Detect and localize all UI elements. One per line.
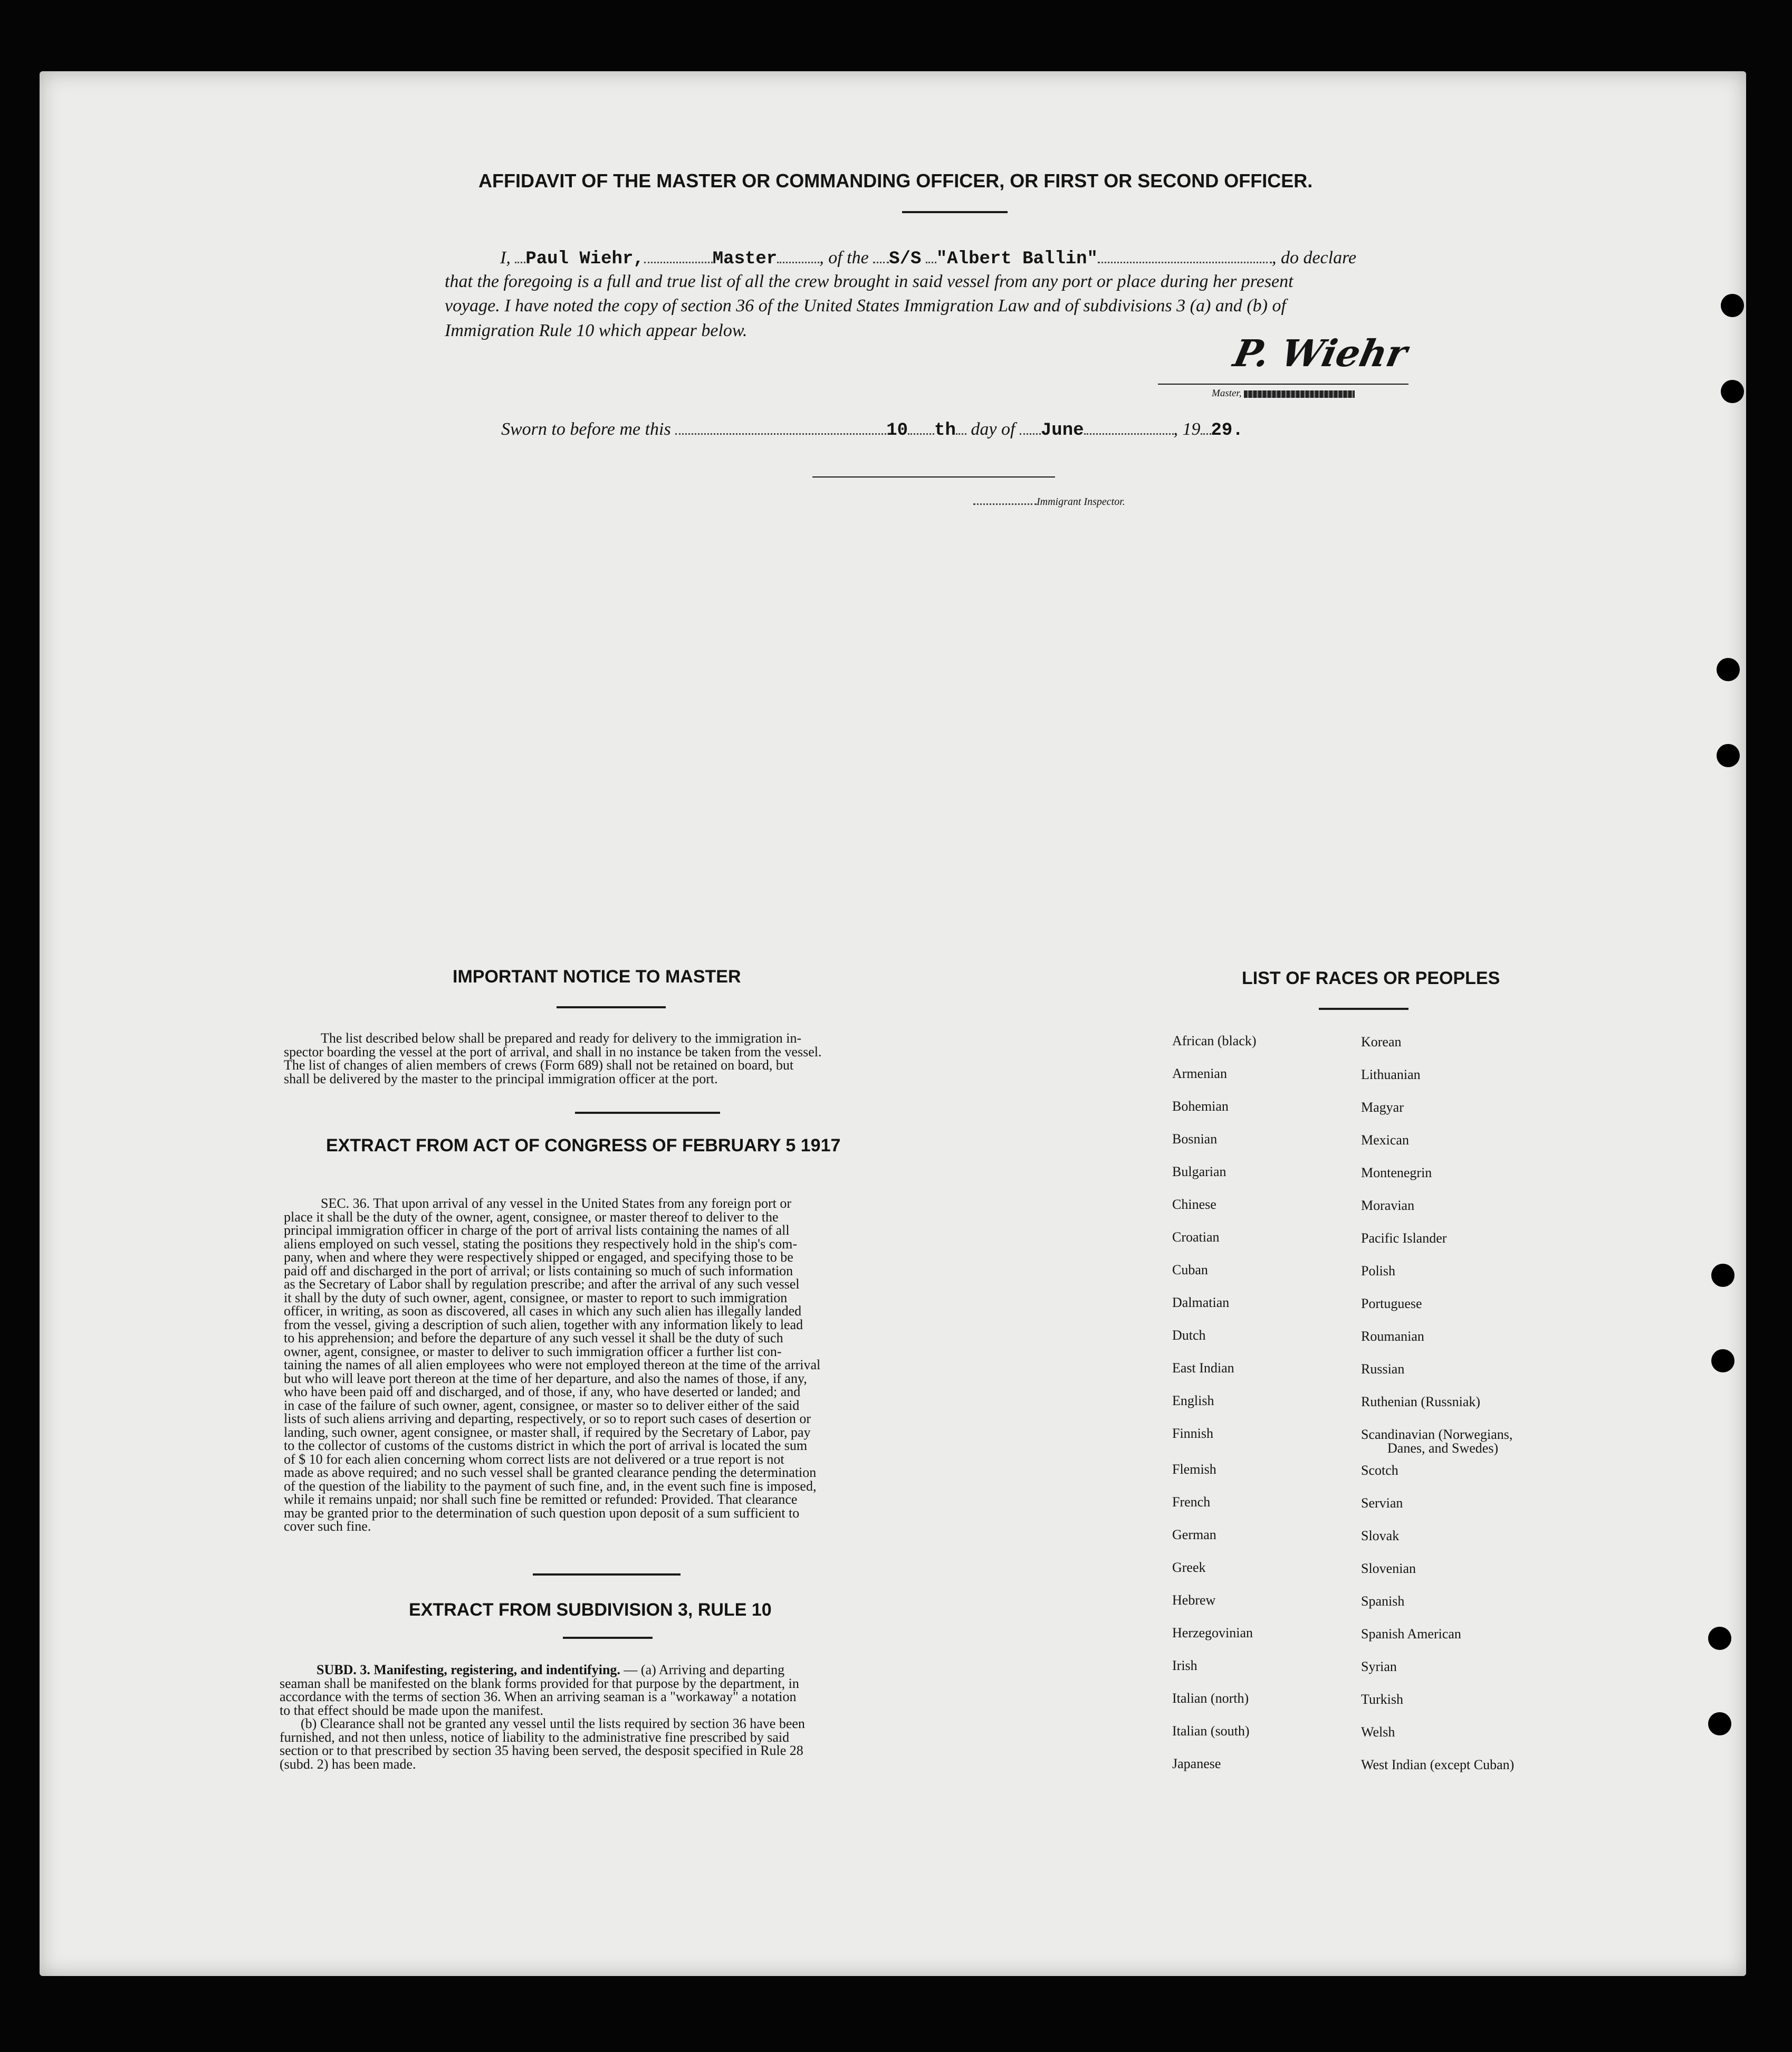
- rule10-label: SUBD. 3. Manifesting, registering, and indentifying.: [317, 1662, 620, 1677]
- race-item: Spanish American: [1361, 1626, 1461, 1641]
- inspector-caption: Immigrant Inspector.: [973, 496, 1125, 508]
- race-item: Chinese: [1172, 1197, 1216, 1212]
- race-item: Welsh: [1361, 1724, 1395, 1740]
- punch-hole: [1721, 380, 1744, 403]
- year-prefix: , 19: [1173, 419, 1201, 439]
- race-item: West Indian (except Cuban): [1361, 1757, 1515, 1772]
- race-item: Dutch: [1172, 1328, 1206, 1343]
- race-item: Hebrew: [1172, 1592, 1216, 1608]
- divider: [902, 211, 1008, 213]
- affidavit-line-1: [500, 248, 1356, 269]
- race-item: Armenian: [1172, 1066, 1227, 1081]
- rule10-title: EXTRACT FROM SUBDIVISION 3, RULE 10: [409, 1600, 772, 1620]
- race-item: Dalmatian: [1172, 1295, 1230, 1310]
- punch-hole: [1711, 1349, 1734, 1372]
- race-item: English: [1172, 1393, 1214, 1408]
- master-name: Paul Wiehr,: [525, 249, 644, 269]
- rank: Master: [712, 249, 778, 269]
- sworn-month: June: [1040, 421, 1084, 441]
- race-item: Herzegovinian: [1172, 1625, 1253, 1640]
- sworn-day: 10: [886, 421, 908, 441]
- divider: [563, 1637, 653, 1639]
- race-item: Korean: [1361, 1034, 1402, 1049]
- punch-hole: [1721, 294, 1744, 317]
- divider: [1319, 1008, 1408, 1010]
- affidavit-title: AFFIDAVIT OF THE MASTER OR COMMANDING OFFICER, OR FIRST OR SECOND OFFICER.: [478, 170, 1313, 192]
- notice-title: IMPORTANT NOTICE TO MASTER: [453, 967, 741, 987]
- race-item: Moravian: [1361, 1198, 1415, 1213]
- sworn-day-suffix: th: [934, 421, 956, 441]
- race-item: Lithuanian: [1361, 1067, 1421, 1082]
- signature: P. Wiehr: [1230, 331, 1411, 375]
- do-declare: , do declare: [1271, 248, 1357, 268]
- race-item: Ruthenian (Russniak): [1361, 1394, 1481, 1409]
- race-item: Italian (south): [1172, 1723, 1250, 1739]
- signature-caption: Master,: [1212, 388, 1355, 399]
- affidavit-line-4: Immigration Rule 10 which appear below.: [445, 321, 748, 340]
- races-title: LIST OF RACES OR PEOPLES: [1242, 968, 1500, 988]
- race-item: Flemish: [1172, 1462, 1216, 1477]
- year-suffix: 29.: [1211, 421, 1243, 441]
- race-item: Japanese: [1172, 1756, 1221, 1771]
- race-item: Slovak: [1361, 1528, 1400, 1543]
- race-item: Bosnian: [1172, 1131, 1218, 1147]
- sworn-line: Sworn to before me this 10 th day of June , 19 29.: [501, 419, 1243, 441]
- notice-line: shall be delivered by the master to the principal immigration officer at the port.: [284, 1071, 718, 1086]
- race-item: Mexican: [1361, 1132, 1409, 1148]
- race-item: Slovenian: [1361, 1561, 1416, 1576]
- race-item: Bulgarian: [1172, 1164, 1226, 1179]
- race-item: Greek: [1172, 1560, 1206, 1575]
- divider: [533, 1573, 681, 1576]
- race-item: Syrian: [1361, 1659, 1397, 1674]
- race-item: Spanish: [1361, 1593, 1405, 1609]
- race-item: Scotch: [1361, 1463, 1398, 1478]
- race-item: Irish: [1172, 1658, 1197, 1673]
- act-title: EXTRACT FROM ACT OF CONGRESS OF FEBRUARY 5 1917: [326, 1135, 841, 1156]
- punch-hole: [1708, 1627, 1731, 1650]
- notice-text: [284, 1032, 938, 1085]
- rule10-text: SUBD. 3. Manifesting, registering, and indentifying. — (a) Arriving and departing seaman shall be manifested on the blank forms provided for that purpose by the department, in accordance with the terms of section 36. When an arriving seaman is a "workaway" a notation to that effect should be made upon the manifest. (b) Clearance shall not be granted any vessel until the lists required by section 36 have been furnished, and not then unless, notice of liability to the administrative fine prescribed by said section or to that prescribed by section 35 having been served, the desposit specified in Rule 28 (subd. 2) has been made.: [280, 1662, 805, 1772]
- race-item: Turkish: [1361, 1692, 1403, 1707]
- race-item: Bohemian: [1172, 1099, 1229, 1114]
- inspector-line: [812, 476, 1055, 478]
- punch-hole: [1717, 744, 1740, 767]
- punch-hole: [1708, 1712, 1731, 1735]
- race-item: Polish: [1361, 1263, 1396, 1278]
- notice-line: spector boarding the vessel at the port of arrival, and shall in no instance be taken from the vessel.: [284, 1044, 822, 1060]
- race-item: Portuguese: [1361, 1296, 1422, 1311]
- prefix-i: I,: [500, 248, 511, 268]
- of-the: , of the: [819, 248, 869, 268]
- race-item: African (black): [1172, 1033, 1257, 1048]
- affidavit-line-2: that the foregoing is a full and true list of all the crew brought in said vessel from any port or place during her present: [445, 272, 1293, 291]
- race-item: Cuban: [1172, 1262, 1208, 1277]
- affidavit-line-3: voyage. I have noted the copy of section 36 of the United States Immigration Law and of subdivisions 3 (a) and (b) of: [445, 296, 1286, 316]
- divider: [575, 1112, 720, 1114]
- divider: [557, 1006, 666, 1008]
- race-item: Montenegrin: [1361, 1165, 1432, 1180]
- race-item: Finnish: [1172, 1426, 1214, 1441]
- notice-line: The list described below shall be prepared and ready for delivery to the immigration in-: [321, 1030, 802, 1046]
- race-item: Servian: [1361, 1495, 1403, 1511]
- act-text: SEC. 36. That upon arrival of any vessel in the United States from any foreign port or place it shall be the duty of the owner, agent, consignee, or master thereof to deliver to the principal immigration officer in charge of the port of arrival lists containing the names of all aliens employed on such vessel, stating the positions they respectively hold in the ship's com- pany, when and where they were respectively shipped or engaged, and specifying those to be paid off and discharged in the port of arrival; or lists containing so much of such information as the Secretary of Labor shall by regulation prescribe; and after the arrival of any such vessel it shall by the duty of such owner, agent, consignee, or master to report to such immigration officer, in writing, as soon as discovered, all cases in which any such alien has illegally landed from the vessel, giving a description of such alien, together with any information likely to lead to his apprehension; and before the departure of any such vessel it shall be the duty of such owner, agent, consignee, or master to deliver to such immigration officer a further list con- taining the names of all alien employees who were not employed thereon at the time of the arrival but who will leave port thereon at the time of her departure, and also the names of those, if any, who have been paid off and discharged, and of those, if any, who have deserted or landed; and in case of the failure of such owner, agent, consignee, or master so to deliver either of the said lists of such aliens arriving and departing, respectively, or so to report such cases of desertion or landing, such owner, agent consignee, or master shall, if required by the Secretary of Labor, pay to the collector of customs of the customs district in which the port of arrival is located the sum of $ 10 for each alien concerning whom correct lists are not delivered or a true report is not made as above required; and no such vessel shall be granted clearance pending the determination of the question of the liability to the payment of such fine, and, in the event such fine is imposed, while it remains unpaid; nor shall such fine be remitted or refunded: Provided. That clearance may be granted prior to the determination of such question upon deposit of a sum sufficient to cover such fine.: [284, 1196, 821, 1534]
- vessel-name: "Albert Ballin": [936, 249, 1098, 269]
- punch-hole: [1717, 658, 1740, 681]
- race-item: French: [1172, 1494, 1211, 1510]
- race-item: Italian (north): [1172, 1691, 1249, 1706]
- race-item: Pacific Islander: [1361, 1230, 1447, 1246]
- punch-hole: [1711, 1264, 1734, 1287]
- race-item: Magyar: [1361, 1100, 1404, 1115]
- race-item-continuation: Danes, and Swedes): [1387, 1440, 1499, 1456]
- race-item: Croatian: [1172, 1229, 1220, 1245]
- race-item: Scandinavian (Norwegians,: [1361, 1427, 1513, 1442]
- race-item: East Indian: [1172, 1360, 1234, 1376]
- notice-line: The list of changes of alien members of crews (Form 689) shall not be retained on board, but: [284, 1057, 794, 1073]
- race-item: Russian: [1361, 1361, 1405, 1377]
- race-item: German: [1172, 1527, 1216, 1542]
- race-item: Roumanian: [1361, 1329, 1424, 1344]
- signature-line: [1158, 384, 1408, 385]
- vessel-type: S/S: [889, 249, 922, 269]
